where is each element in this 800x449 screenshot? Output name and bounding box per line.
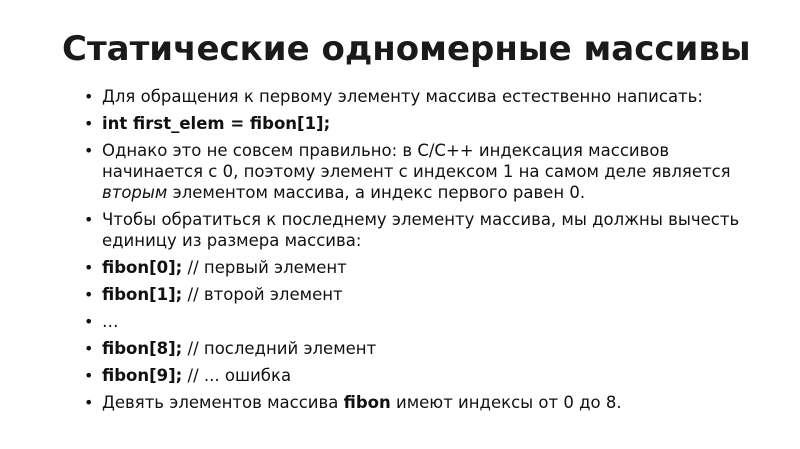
bullet-icon: • <box>84 87 94 106</box>
bullet-text: Для обращения к первому элементу массива естественно написать: <box>102 87 703 106</box>
bullet-list <box>84 86 774 419</box>
bullet-item <box>84 86 774 107</box>
bullet-item <box>84 257 774 278</box>
code-snippet: fibon[8]; <box>102 339 183 358</box>
bullet-item <box>84 365 774 386</box>
bullet-icon: • <box>84 285 94 304</box>
code-snippet: fibon[9]; <box>102 366 183 385</box>
emphasis-text: вторым <box>102 183 168 202</box>
bullet-icon: • <box>84 366 94 385</box>
code-comment: // первый элемент <box>182 258 347 277</box>
bullet-text: Девять элементов массива <box>102 393 344 412</box>
bullet-item <box>84 140 774 203</box>
bullet-icon: • <box>84 393 94 412</box>
slide-title: Статические одномерные массивы <box>62 29 751 69</box>
code-snippet: fibon[1]; <box>102 285 183 304</box>
bullet-item <box>84 392 774 413</box>
bullet-icon: • <box>84 339 94 358</box>
bullet-text: Чтобы обратиться к последнему элементу массива, мы должны вычесть единицу из размера массива: <box>102 210 740 250</box>
bullet-text: Однако это не совсем правильно: в C/C++ индексация массивов начинается с 0, поэтому элемент с индексом 1 на самом деле является <box>102 141 731 181</box>
bullet-icon: • <box>84 258 94 277</box>
bullet-item <box>84 113 774 134</box>
bullet-text-tail: элементом массива, а индекс первого равен 0. <box>167 183 586 202</box>
bullet-item <box>84 284 774 305</box>
code-comment: // последний элемент <box>182 339 377 358</box>
bullet-icon: • <box>84 141 94 160</box>
bullet-item <box>84 311 774 332</box>
code-snippet: fibon[0]; <box>102 258 183 277</box>
code-snippet: fibon <box>343 393 391 412</box>
code-snippet: int first_elem = fibon[1]; <box>102 114 331 133</box>
code-comment: // ... ошибка <box>182 366 292 385</box>
code-comment: // второй элемент <box>182 285 343 304</box>
bullet-text-tail: имеют индексы от 0 до 8. <box>390 393 622 412</box>
bullet-icon: • <box>84 312 94 331</box>
bullet-text: … <box>102 312 119 331</box>
bullet-item <box>84 209 774 251</box>
bullet-item <box>84 338 774 359</box>
bullet-icon: • <box>84 114 94 133</box>
bullet-icon: • <box>84 210 94 229</box>
